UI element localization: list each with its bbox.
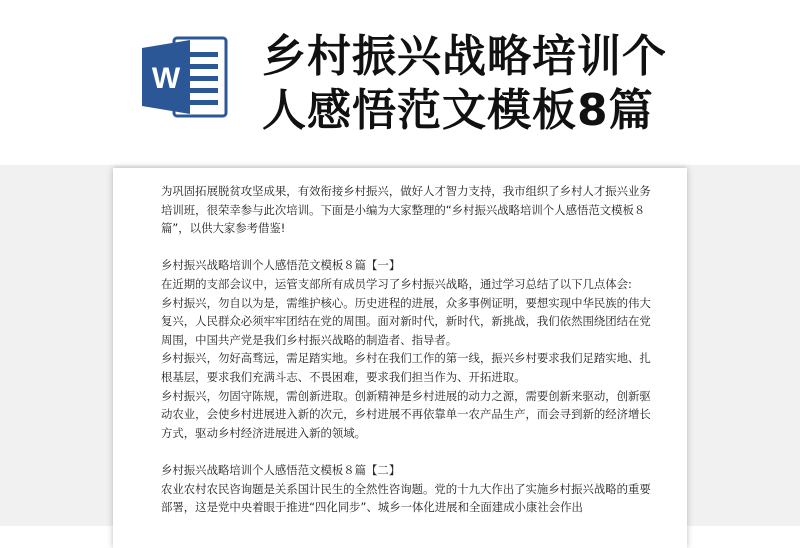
section-heading: 乡村振兴战略培训个人感悟范文模板８篇【一】	[161, 258, 401, 273]
paragraph: 乡村振兴，勿好高骛远，需足踏实地。乡村在我们工作的第一线，振兴乡村要求我们足踏实地、扎根基层，要求我们充满斗志、不畏困难，要求我们担当作为、开拓进取。	[161, 351, 651, 384]
paragraph: 为巩固拓展脱贫攻坚成果，有效衔接乡村振兴，做好人才智力支持，我市组织了乡村人才振兴业务培训班，很荣幸参与此次培训。下面是小编为大家整理的“乡村振兴战略培训个人感悟范文模板８篇”，以供大家参考借鉴!	[161, 184, 651, 236]
word-document-icon	[140, 34, 230, 120]
section-heading: 乡村振兴战略培训个人感悟范文模板８篇【二】	[161, 462, 401, 477]
paragraph-gap	[161, 238, 651, 257]
document-body	[161, 182, 651, 517]
paragraph: 在近期的支部会议中，运管支部所有成员学习了乡村振兴战略，通过学习总结了以下几点体会:	[161, 276, 632, 291]
document-page	[113, 168, 687, 548]
header	[0, 0, 800, 165]
paragraph: 乡村振兴，勿自以为是，需维护核心。历史进程的进展，众多事例证明，要想实现中华民族的伟大复兴，人民群众必须牢牢团结在党的周围。面对新时代，新时代，新挑战，我们依然围绕团结在党周围，中国共产党是我们乡村振兴战略的制造者、指导者。	[161, 295, 651, 347]
page-title: 乡村振兴战略培训个 人感悟范文模板8篇	[262, 31, 667, 136]
paragraph-gap	[161, 442, 651, 461]
word-icon-letter: W	[151, 62, 181, 95]
paragraph: 乡村振兴，勿固守陈规，需创新进取。创新精神是乡村进展的动力之源，需要创新来驱动，创新驱动农业，会使乡村进展进入新的次元，乡村进展不再依靠单一农产品生产，而会寻到新的经济增长方式，驱动乡村经济进展进入新的领域。	[161, 388, 651, 440]
paragraph: 农业农村农民咨询题是关系国计民生的全然性咨询题。党的十九大作出了实施乡村振兴战略的重要部署，这是党中央着眼于推进“四化同步”、城乡一体化进展和全面建成小康社会作出	[161, 481, 651, 515]
